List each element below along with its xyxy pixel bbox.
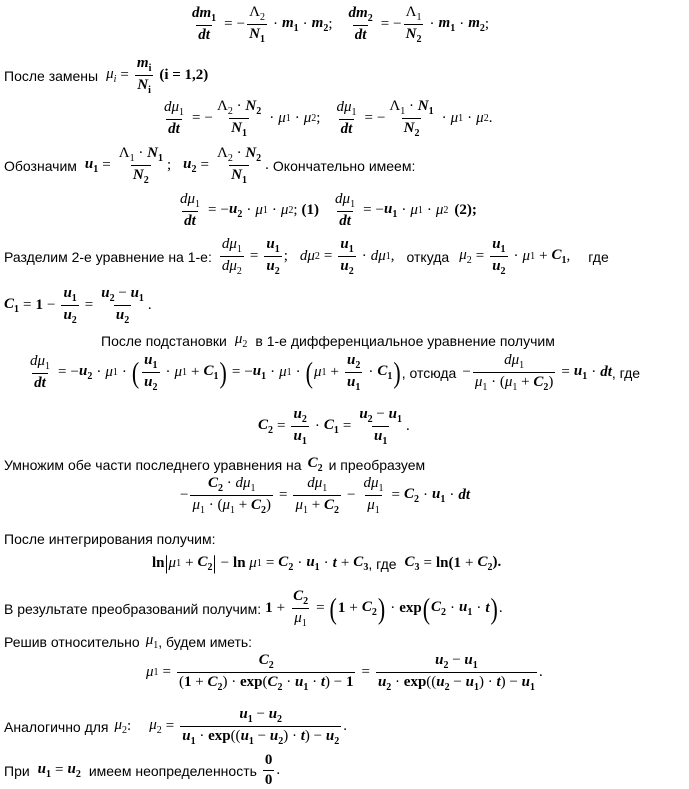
finally-text: Окончательно имеем: (272, 157, 416, 174)
into-first-text: в 1-е дифференциальное уравнение получим (255, 332, 555, 349)
after-replace-text: После замены (4, 67, 99, 84)
result-line: В результате преобразований получим: 1 + $\frac{C_2}{\mu_1}$ = ( 1 + $C_2$ ) · exp ( $C_2$ · $u_1$ · t ) . (4, 588, 503, 629)
divide-line: Разделим 2-е уравнение на 1-е: $\frac{d\mu_1}{d\mu_2}$ = $\frac{u_1}{u_2}$ ; dμ 2 = $\frac{u_1}{u_2}$ · dμ 1 , откуда $\mu_2$ = $\frac{u_1}{u_2}$ · μ 1 + $C_1$ , где (4, 236, 609, 277)
mu2-solution: Аналогично для $\mu_2$ : $\mu_2$ = $\frac{u_1 - u_2}{u_1 \cdot \exp((u_1 - u_2) \cdot t) - u_2}$ . (4, 706, 347, 747)
solving-text: Решив относительно (4, 633, 140, 650)
we-get-text: , будем иметь: (158, 633, 253, 650)
indeterminate-line: При $u_1$ = $u_2$ имеем неопределенность $\frac{0}{0}$ . (4, 752, 281, 788)
substituted-equation: $\frac{d\mu_1}{dt}$ = − $u_2$ · μ 1 · ( $\frac{u_1}{u_2}$ · μ 1 + $C_1$ ) = − $u_1$ · μ 1 · ( μ 1 + $\frac{u_2}{u_1}$ · $C_1$ ) , отсюда − $\frac{d\mu_1}{\mu_1 \cdot (\mu_1 + C_2)}$ = $u_1$ · dt , где (30, 352, 641, 393)
result-text: В результате преобразований получим: (4, 600, 262, 617)
transformed-equation: − $\frac{C_2 \cdot d\mu_1}{\mu_1 \cdot (\mu_1 + C_2)}$ = $\frac{d\mu_1}{\mu_1 + C_2}$ − $\frac{d\mu_1}{\mu_1}$ = $C_2$ · $u_1$ · dt (180, 475, 470, 516)
divide-text: Разделим 2-е уравнение на 1-е: (4, 248, 212, 265)
zero-numerator: 0 (264, 752, 273, 768)
where3-text: , где (368, 555, 397, 572)
eq2-tag: (2); (454, 202, 477, 218)
indeterminate-text: имеем неопределенность (88, 762, 257, 779)
hence-text: , отсюда (401, 364, 457, 381)
when-text: При (4, 762, 30, 779)
whence-text: откуда (406, 248, 450, 265)
equation-final-system: $\frac{d\mu_1}{dt}$ = − $u_2$ · μ 1 · μ 2 ; (1) $\frac{d\mu_1}{dt}$ = − $u_1$ · μ 1 · μ 2 (2); (180, 191, 477, 229)
equation-dm-system: $\frac{dm_1}{dt}$ = − $\frac{\Lambda_2}{N_1}$ · $m_1$ · $m_2$ ; $\frac{dm_2}{dt}$ = − $\frac{\Lambda_1}{N_2}$ · $m_1$ · $m_2$ ; (192, 4, 490, 45)
after-integration-text: После интегрирования получим: (4, 531, 216, 547)
where-text: где (588, 248, 609, 265)
similarly-text: Аналогично для (4, 718, 109, 735)
denote-text: Обозначим (4, 157, 77, 174)
substitution-line: После подстановки $\mu_2$ в 1-е дифференциальное уравнение получим (101, 331, 555, 350)
c1-definition: $C_1$ = 1 − $\frac{u_1}{u_2}$ = $\frac{u_2 - u_1}{u_2}$ . (4, 285, 152, 326)
where2-text: , где (611, 364, 641, 381)
multiply-text: Умножим обе части последнего уравнения на (4, 456, 302, 473)
c2-definition: $C_2$ = $\frac{u_2}{u_1}$ · $C_1$ = $\frac{u_2 - u_1}{u_1}$ . (258, 406, 410, 447)
solving-line: Решив относительно $\mu_1$ , будем иметь: (4, 632, 253, 651)
log-equation: ln | μ 1 + $C_2$ | − ln μ 1 = $C_2$ · $u_1$ · t + $C_3$ , где $C_3$ = ln(1 + $C_2$). (152, 552, 502, 574)
denote-line: Обозначим $u_1$ = $\frac{\Lambda_1 \cdot N_1}{N_2}$ ; $u_2$ = $\frac{\Lambda_2 \cdot N_2}{N_1}$ . Окончательно имеем: (4, 145, 416, 186)
replacement-line: После замены $\mu_i$ = $\frac{m_i}{N_i}$ (i = 1,2) (4, 55, 209, 96)
zero-denominator: 0 (264, 772, 273, 788)
and-transform-text: и преобразуем (328, 456, 426, 473)
equation-dmu-system: $\frac{d\mu_1}{dt}$ = − $\frac{\Lambda_2 \cdot N_2}{N_1}$ · μ 1 · μ 2 ; $\frac{d\mu_1}{dt}$ = − $\frac{\Lambda_1 \cdot N_1}{N_2}$ · μ 1 · μ 2 . (164, 98, 493, 139)
multiply-line: Умножим обе части последнего уравнения на $C_2$ и преобразуем (4, 455, 426, 474)
after-sub-text: После подстановки (101, 332, 227, 349)
zero-over-zero (263, 752, 275, 789)
mu1-solution: μ 1 = $\frac{C_2}{(1 + C_2) \cdot \exp(C_2 \cdot u_1 \cdot t) - 1}$ = $\frac{u_2 - u_1}{u_2 \cdot \exp((u_2 - u_1) \cdot t) - u_1}$ . (146, 652, 543, 693)
i-range: (i = 1,2) (159, 67, 209, 83)
eq1-tag: (1) (301, 202, 320, 218)
